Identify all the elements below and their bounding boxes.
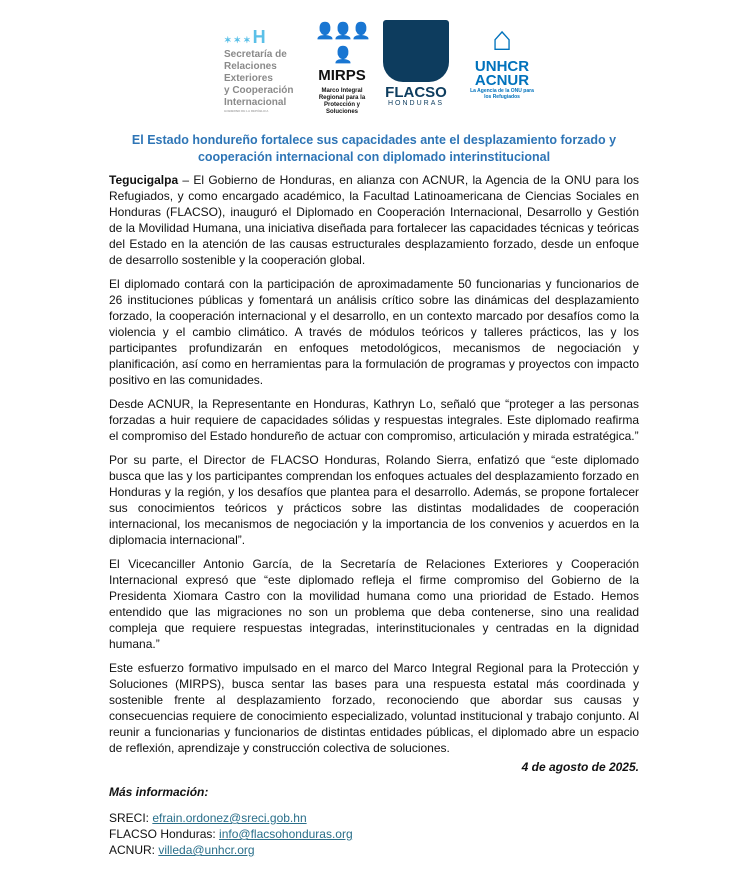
- mirps-sub: Marco Integral Regional para la Protección y Soluciones: [318, 88, 366, 115]
- flacso-sub: HONDURAS: [387, 100, 445, 107]
- paragraph: Desde ACNUR, la Representante en Honduras, Kathryn Lo, señaló que “proteger a las personas forzadas a huir requiere de capacidades sólidas y respuestas integrales. Este diplomado reafirma el compromiso del Estado hondureño de actuar con compromiso, articulación y mirada estratégica.”: [109, 397, 639, 443]
- unhcr-emblem-icon: ⌂: [491, 20, 513, 58]
- paragraph-text: – El Gobierno de Honduras, en alianza con ACNUR, la Agencia de la ONU para los Refugiados, y como encargado académico, la Facultad Latinoamericana de Ciencias Sociales en Honduras (FLACSO), inauguró el Diplomado en Cooperación Internacional, Desarrollo y Gestión de la Movilidad Humana, una iniciativa diseñada para fortalecer las capacidades técnicas y teóricas del Estado en la atención de las causas estructurales desplazamiento forzado, desde un enfoque de desarrollo sostenible y la cooperación global.: [109, 173, 639, 267]
- mirps-logo: [314, 20, 370, 116]
- email-link[interactable]: efrain.ordonez@sreci.gob.hn: [152, 811, 307, 825]
- release-date: 4 de agosto de 2025.: [521, 760, 639, 774]
- unhcr-name: UNHCR: [474, 58, 530, 75]
- mirps-name: MIRPS: [318, 67, 366, 84]
- sreci-line: y Cooperación: [224, 85, 294, 96]
- contact-acnur: [109, 842, 639, 858]
- paragraph: El Vicecanciller Antonio García, de la Secretaría de Relaciones Exteriores y Cooperación Internacional expresó que “este diplomado refleja el firme compromiso del Gobierno de la Presidenta Xiomara Castro con la movilidad humana como una prioridad de Estado. Hemos entendido que las migraciones no son un problema que deba contenerse, sino una realidad compleja que requiere respuestas integradas, interinstitucionales y centradas en la dignidad humana.”: [109, 557, 639, 651]
- sreci-line: Secretaría de: [224, 49, 287, 60]
- sreci-line: Exteriores: [224, 73, 273, 84]
- americas-map-icon: [383, 20, 449, 82]
- email-link[interactable]: info@flacsohonduras.org: [219, 827, 353, 841]
- contact-sreci: [109, 810, 639, 826]
- paragraph: El diplomado contará con la participación de aproximadamente 50 funcionarias y funcionarios de 26 instituciones públicas y fomentará un análisis crítico sobre las dinámicas del desplazamiento forzado, la cooperación internacional y el desarrollo, en un contexto marcado por desafíos como la violencia y el cambio climático. A través de módulos teóricos y talleres prácticos, las y los participantes profundizarán en enfoques metodológicos, mecanismos de negociación y planificación, así como en herramientas para la formulación de programas y proyectos con impacto positivo en las comunidades.: [109, 277, 639, 387]
- article-body: [109, 172, 639, 764]
- paragraph: [109, 172, 639, 268]
- unhcr-logo: [466, 18, 538, 100]
- people-silhouettes-icon: 👤👤👤👤: [315, 23, 369, 64]
- email-link[interactable]: villeda@unhcr.org: [158, 843, 255, 857]
- sreci-logo: [224, 28, 304, 114]
- unhcr-sub: La Agencia de la ONU para los Refugiados: [470, 88, 534, 100]
- contact-flacso: [109, 826, 639, 842]
- sreci-line: Relaciones: [224, 61, 277, 72]
- contacts: [109, 810, 639, 858]
- acnur-name: ACNUR: [474, 72, 530, 89]
- headline: El Estado hondureño fortalece sus capacidades ante el desplazamiento forzado y cooperación internacional con diplomado interinstitucional: [131, 133, 617, 164]
- dateline: Tegucigalpa: [109, 173, 179, 187]
- contact-label: SRECI:: [109, 811, 153, 825]
- paragraph: Por su parte, el Director de FLACSO Honduras, Rolando Sierra, enfatizó que “este diplomado busca que las y los participantes comprendan los enfoques actuales del desplazamiento forzado en Honduras y la región, y los desafíos que plantea para el desarrollo. Además, se propone fortalecer sus conocimientos teóricos y prácticos sobre las distintas modalidades de cooperación internacional, los mecanismos de negociación y la importancia de los convenios y acuerdos en la diplomacia internacional”.: [109, 453, 639, 547]
- flacso-name: FLACSO: [385, 84, 447, 101]
- flacso-logo: [383, 20, 449, 107]
- sreci-line: Internacional: [224, 97, 287, 108]
- sreci-small: GOBIERNO DE LA REPÚBLICA: [224, 109, 269, 113]
- contact-label: FLACSO Honduras:: [109, 827, 220, 841]
- sreci-mark-icon: ✶✶✶H: [224, 27, 268, 47]
- logo-bar: [0, 14, 748, 115]
- contact-label: ACNUR:: [109, 843, 159, 857]
- paragraph: Este esfuerzo formativo impulsado en el marco del Marco Integral Regional para la Protección y Soluciones (MIRPS), busca sentar las bases para una respuesta estatal más coordinada y sostenible frente al desplazamiento forzado, reconociendo que abordar sus causas y consecuencias requiere de conocimiento especializado, voluntad institucional y trabajo conjunto. Al reunir a funcionarias y funcionarios de distintas entidades públicas, el diplomado abre un espacio de reflexión, aprendizaje y construcción colectiva de soluciones.: [109, 661, 639, 755]
- more-info-heading: Más información:: [109, 785, 209, 799]
